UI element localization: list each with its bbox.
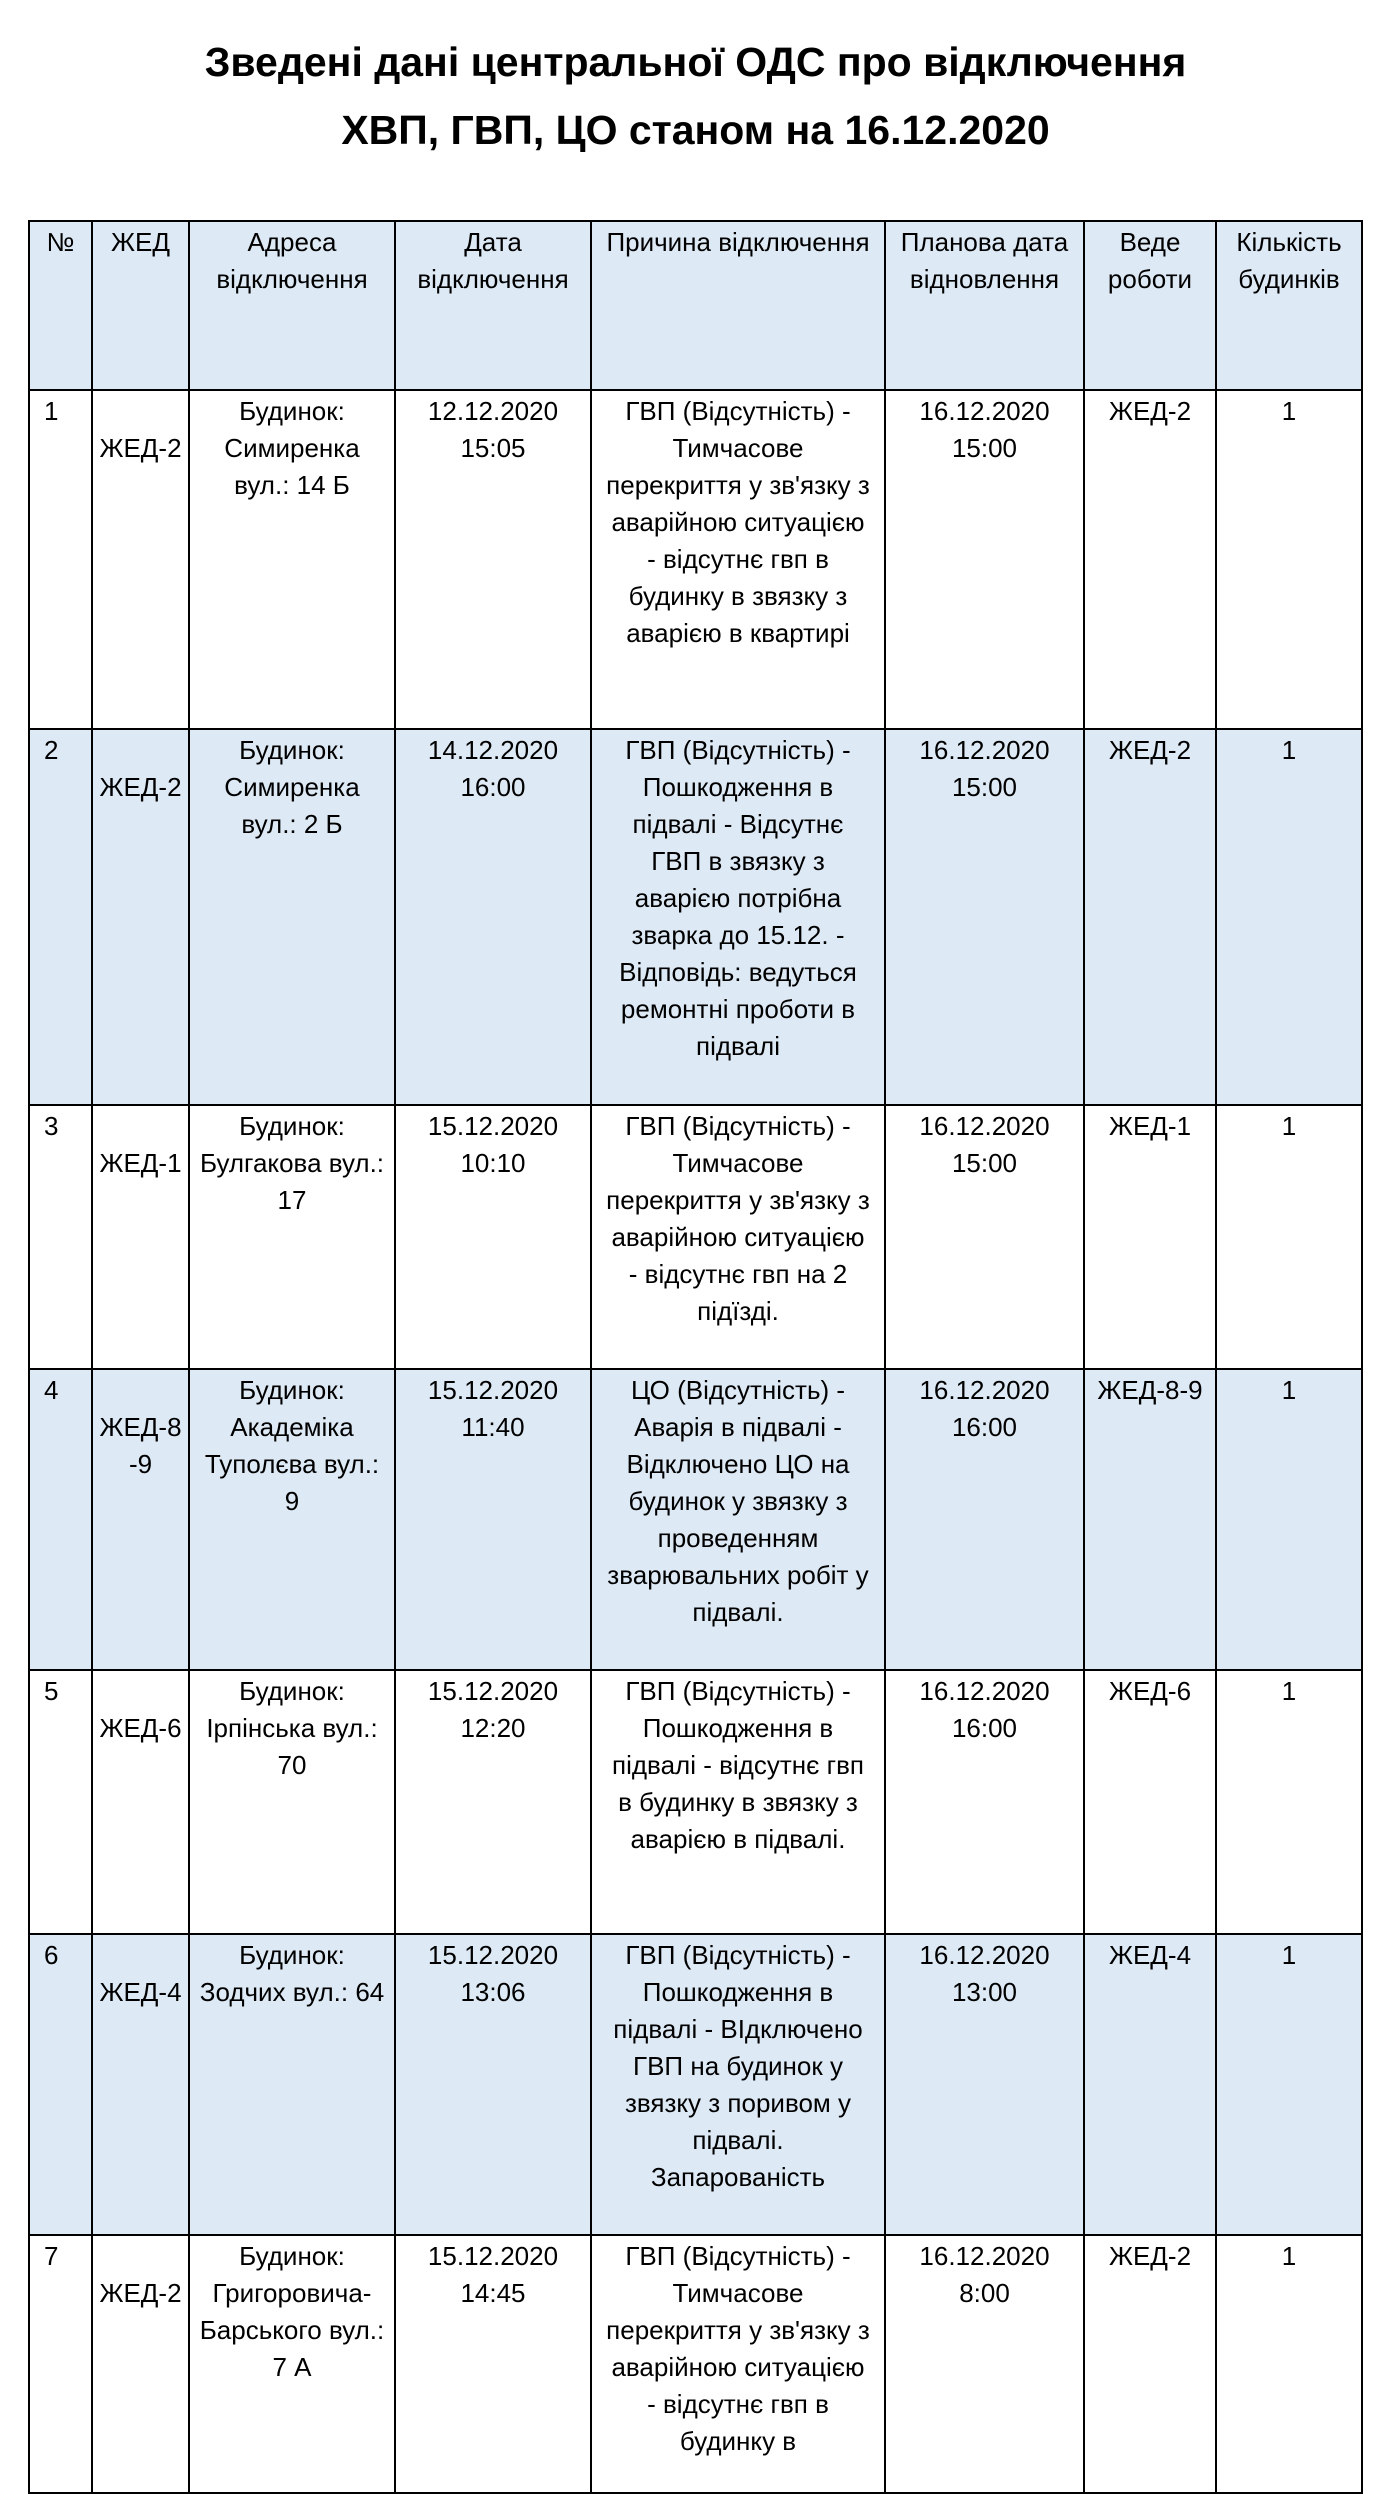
cell-num: 1 [29, 390, 92, 729]
cell-num: 4 [29, 1369, 92, 1670]
cell-reason: ГВП (Відсутність) - Тимчасове перекриття у зв'язку з аварійною ситуацією - відсутнє гвп на 2 підїзді. [591, 1105, 885, 1369]
cell-date: 15.12.2020 13:06 [395, 1934, 591, 2235]
table-row [29, 390, 1362, 729]
header-num: № [29, 221, 92, 390]
cell-address: Будинок: Булгакова вул.: 17 [189, 1105, 395, 1369]
cell-address: Будинок: Симиренка вул.: 2 Б [189, 729, 395, 1105]
page-title [0, 28, 1391, 164]
cell-reason: ГВП (Відсутність) - Тимчасове перекриття у зв'язку з аварійною ситуацією - відсутнє гвп в будинку в [591, 2235, 885, 2493]
cell-planned-date: 16.12.2020 15:00 [885, 1105, 1084, 1369]
cell-zhed: ЖЕД-6 [92, 1670, 189, 1934]
cell-worker: ЖЕД-2 [1084, 2235, 1216, 2493]
cell-planned-date: 16.12.2020 15:00 [885, 390, 1084, 729]
cell-worker: ЖЕД-2 [1084, 390, 1216, 729]
cell-zhed: ЖЕД-2 [92, 729, 189, 1105]
outage-table [28, 220, 1363, 2494]
cell-date: 15.12.2020 14:45 [395, 2235, 591, 2493]
cell-building-count: 1 [1216, 1105, 1362, 1369]
cell-zhed: ЖЕД-2 [92, 2235, 189, 2493]
cell-building-count: 1 [1216, 2235, 1362, 2493]
table-header-row [29, 221, 1362, 390]
cell-worker: ЖЕД-6 [1084, 1670, 1216, 1934]
header-planned-date: Планова дата відновлення [885, 221, 1084, 390]
cell-planned-date: 16.12.2020 8:00 [885, 2235, 1084, 2493]
header-date: Дата відключення [395, 221, 591, 390]
cell-address: Будинок: Ірпінська вул.: 70 [189, 1670, 395, 1934]
table-row [29, 1934, 1362, 2235]
table-row [29, 1670, 1362, 1934]
cell-building-count: 1 [1216, 729, 1362, 1105]
cell-reason: ГВП (Відсутність) - Тимчасове перекриття у зв'язку з аварійною ситуацією - відсутнє гвп в будинку в звязку з аварією в квартирі [591, 390, 885, 729]
cell-date: 12.12.2020 15:05 [395, 390, 591, 729]
cell-planned-date: 16.12.2020 16:00 [885, 1670, 1084, 1934]
cell-reason: ГВП (Відсутність) - Пошкодження в підвалі - відсутнє гвп в будинку в звязку з аварією в підвалі. [591, 1670, 885, 1934]
cell-worker: ЖЕД-8-9 [1084, 1369, 1216, 1670]
cell-address: Будинок: Академіка Туполєва вул.: 9 [189, 1369, 395, 1670]
cell-address: Будинок: Симиренка вул.: 14 Б [189, 390, 395, 729]
cell-zhed: ЖЕД-8-9 [92, 1369, 189, 1670]
cell-date: 14.12.2020 16:00 [395, 729, 591, 1105]
header-reason: Причина відключення [591, 221, 885, 390]
cell-worker: ЖЕД-4 [1084, 1934, 1216, 2235]
header-address: Адреса відключення [189, 221, 395, 390]
cell-date: 15.12.2020 10:10 [395, 1105, 591, 1369]
header-worker: Веде роботи [1084, 221, 1216, 390]
cell-planned-date: 16.12.2020 15:00 [885, 729, 1084, 1105]
cell-reason: ЦО (Відсутність) - Аварія в підвалі - Відключено ЦО на будинок у звязку з проведенням зварювальних робіт у підвалі. [591, 1369, 885, 1670]
cell-num: 7 [29, 2235, 92, 2493]
table-row [29, 1369, 1362, 1670]
table-row [29, 1105, 1362, 1369]
cell-num: 6 [29, 1934, 92, 2235]
cell-zhed: ЖЕД-1 [92, 1105, 189, 1369]
table-row [29, 729, 1362, 1105]
cell-worker: ЖЕД-1 [1084, 1105, 1216, 1369]
header-building-count: Кількість будинків [1216, 221, 1362, 390]
cell-building-count: 1 [1216, 1670, 1362, 1934]
page-title-line-1: Зведені дані центральної ОДС про відключення [204, 39, 1187, 85]
cell-num: 2 [29, 729, 92, 1105]
cell-num: 5 [29, 1670, 92, 1934]
cell-address: Будинок: Григоровича-Барського вул.: 7 А [189, 2235, 395, 2493]
cell-building-count: 1 [1216, 1369, 1362, 1670]
cell-building-count: 1 [1216, 1934, 1362, 2235]
cell-worker: ЖЕД-2 [1084, 729, 1216, 1105]
cell-date: 15.12.2020 12:20 [395, 1670, 591, 1934]
cell-date: 15.12.2020 11:40 [395, 1369, 591, 1670]
cell-num: 3 [29, 1105, 92, 1369]
header-zhed: ЖЕД [92, 221, 189, 390]
cell-zhed: ЖЕД-4 [92, 1934, 189, 2235]
cell-planned-date: 16.12.2020 13:00 [885, 1934, 1084, 2235]
page-title-line-2: ХВП, ГВП, ЦО станом на 16.12.2020 [341, 107, 1050, 153]
cell-zhed: ЖЕД-2 [92, 390, 189, 729]
table-row [29, 2235, 1362, 2493]
cell-building-count: 1 [1216, 390, 1362, 729]
cell-planned-date: 16.12.2020 16:00 [885, 1369, 1084, 1670]
cell-address: Будинок: Зодчих вул.: 64 [189, 1934, 395, 2235]
cell-reason: ГВП (Відсутність) - Пошкодження в підвалі - Відсутнє ГВП в звязку з аварією потрібна зварка до 15.12. - Відповідь: ведуться ремонтні проботи в підвалі [591, 729, 885, 1105]
cell-reason: ГВП (Відсутність) - Пошкодження в підвалі - ВІдключено ГВП на будинок у звязку з поривом у підвалі. Запарованість [591, 1934, 885, 2235]
